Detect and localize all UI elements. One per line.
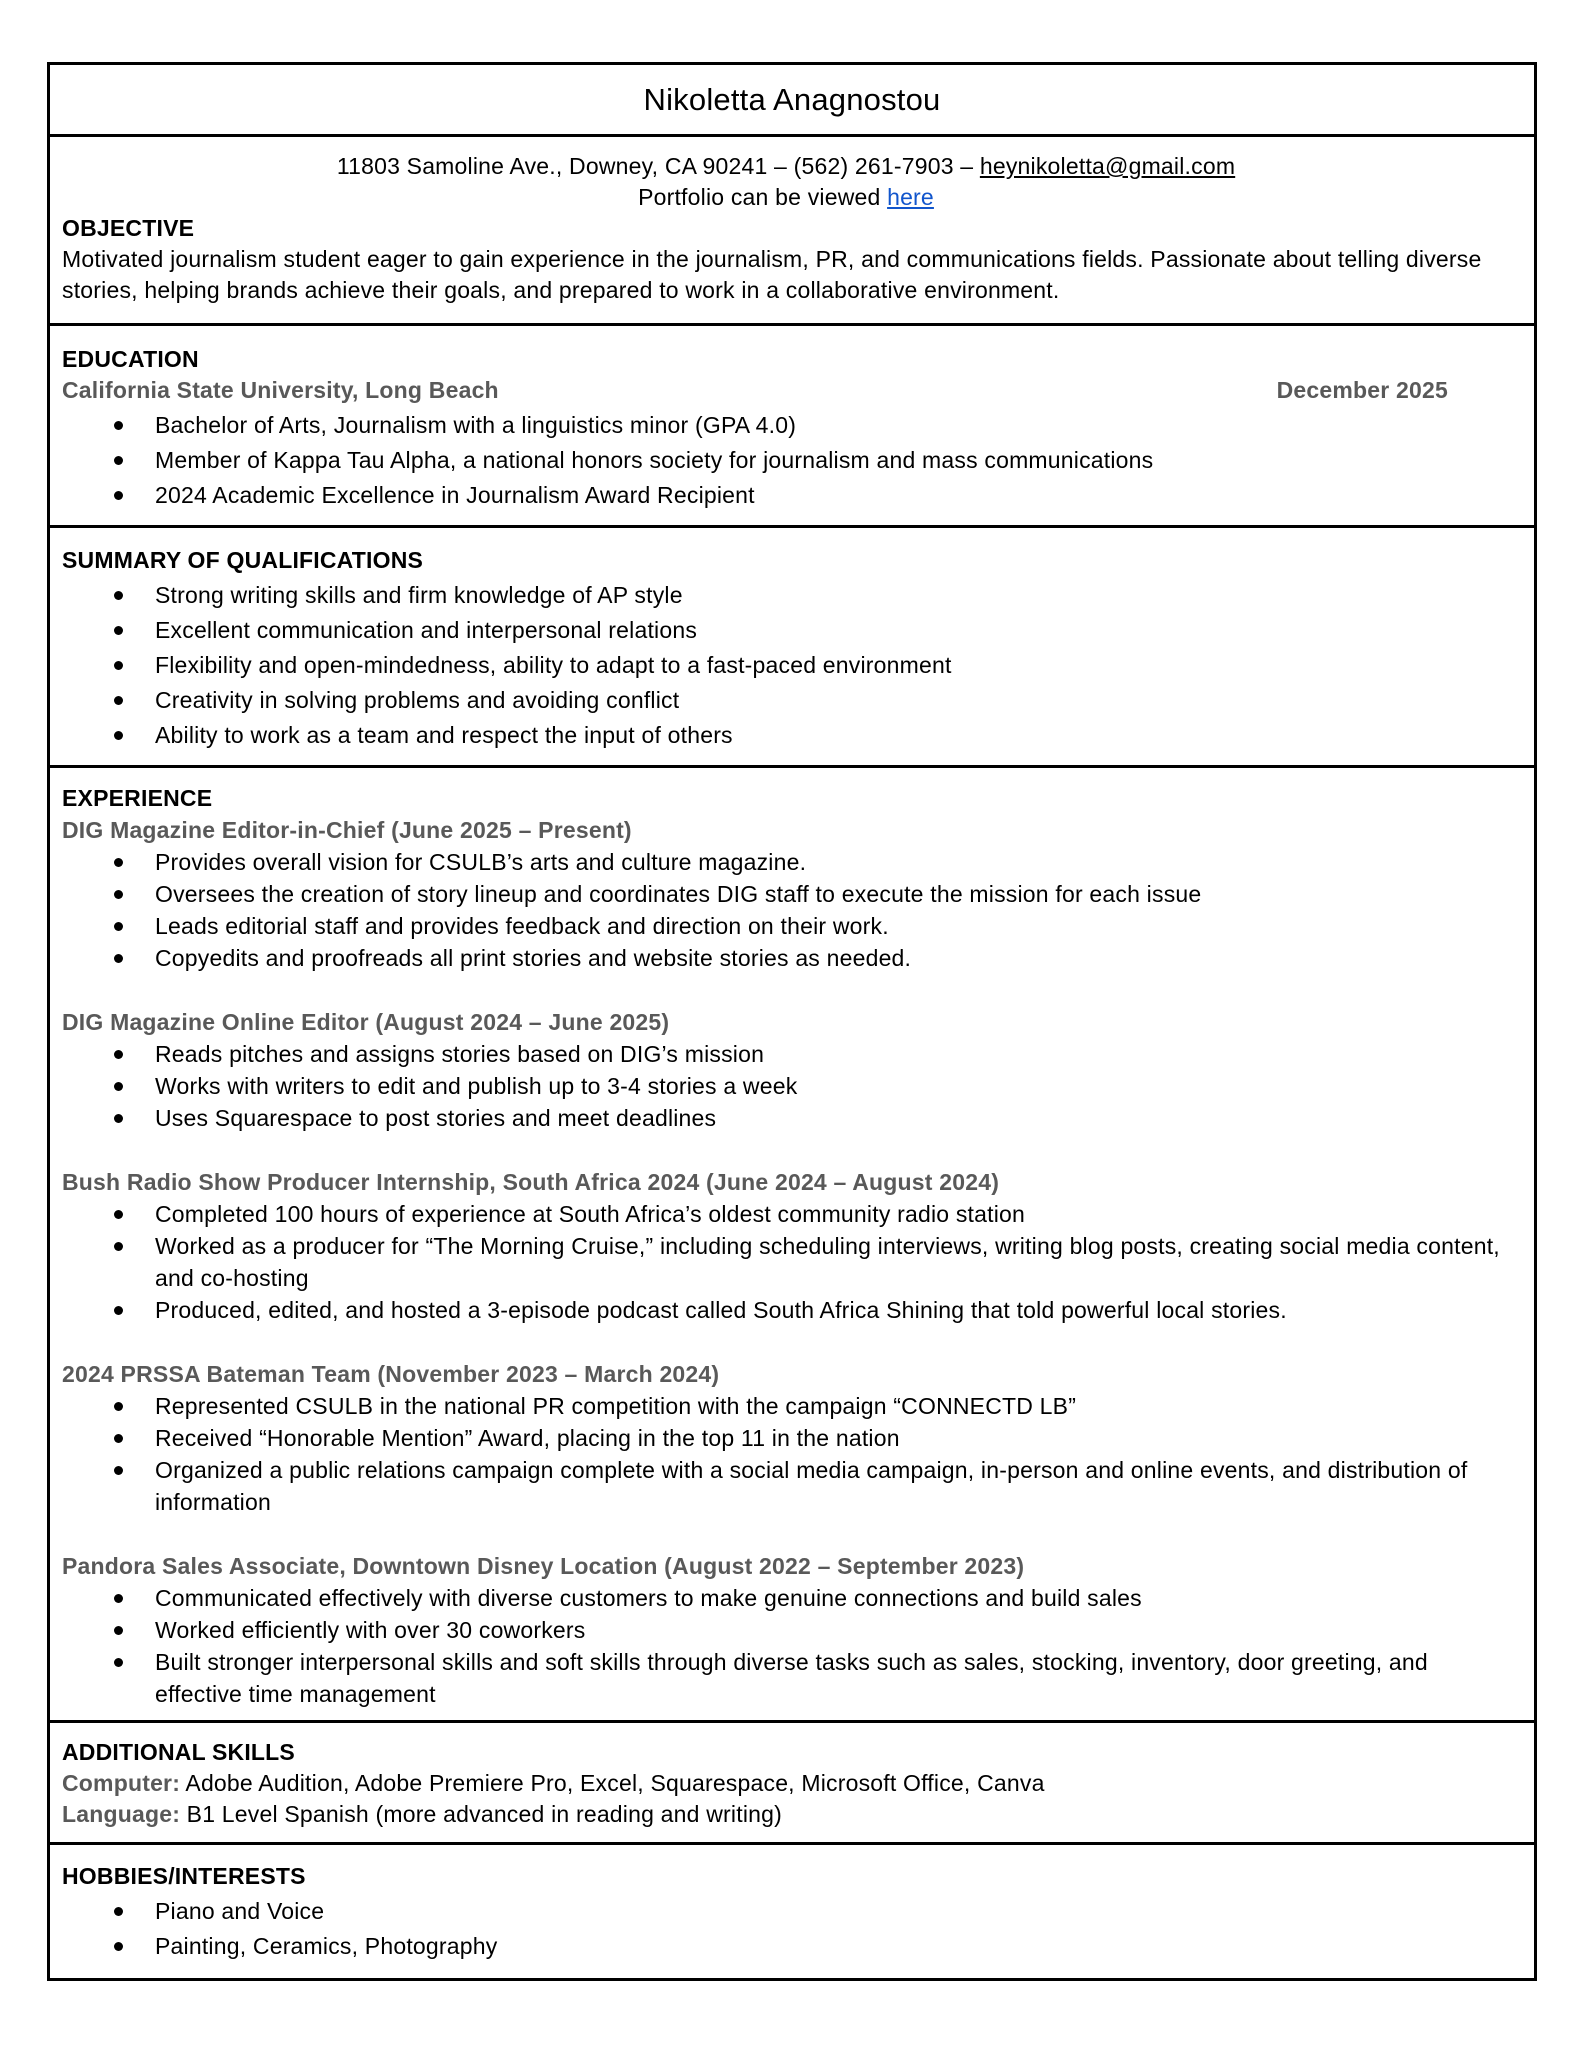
list-item: Ability to work as a team and respect the input of others (62, 719, 1510, 751)
portfolio-line (62, 182, 1510, 213)
list-item: Produced, edited, and hosted a 3-episode podcast called South Africa Shining that told powerful local stories. (62, 1294, 1510, 1326)
experience-section (50, 765, 1534, 1720)
education-section (50, 323, 1534, 525)
list-item: Creativity in solving problems and avoiding conflict (62, 684, 1510, 716)
email-link[interactable]: heynikoletta@gmail.com (979, 153, 1236, 179)
objective-text: Motivated journalism student eager to gain experience in the journalism, PR, and communications fields. Passionate about telling diverse stories, helping brands achieve their goals, and prepared to work in a collaborative environment. (62, 246, 1482, 303)
computer-skills-text: Adobe Audition, Adobe Premiere Pro, Excel, Squarespace, Microsoft Office, Canva (180, 1770, 1045, 1796)
list-item: Completed 100 hours of experience at South Africa’s oldest community radio station (62, 1198, 1510, 1230)
job-title: Bush Radio Show Producer Internship, South Africa 2024 (June 2024 – August 2024) (62, 1169, 1000, 1195)
list-item: Bachelor of Arts, Journalism with a linguistics minor (GPA 4.0) (62, 409, 1510, 441)
job-entry (62, 814, 1510, 974)
qualifications-list (62, 579, 1510, 751)
contact-line (62, 151, 1510, 182)
list-item: Worked as a producer for “The Morning Cruise,” including scheduling interviews, writing blog posts, creating social media content, and co-hosting (62, 1230, 1510, 1294)
list-item: Member of Kappa Tau Alpha, a national honors society for journalism and mass communications (62, 444, 1510, 476)
job-bullets (62, 1582, 1510, 1710)
hobbies-section (50, 1842, 1534, 1978)
education-school: California State University, Long Beach (62, 377, 499, 403)
portfolio-link[interactable]: here (887, 184, 934, 210)
list-item: Built stronger interpersonal skills and soft skills through diverse tasks such as sales, stocking, inventory, door greeting, and effective time management (62, 1646, 1510, 1710)
list-item: Strong writing skills and firm knowledge of AP style (62, 579, 1510, 611)
job-title: Pandora Sales Associate, Downtown Disney Location (August 2022 – September 2023) (62, 1553, 1025, 1579)
job-bullets (62, 1390, 1510, 1518)
list-item: Received “Honorable Mention” Award, placing in the top 11 in the nation (62, 1422, 1510, 1454)
job-bullets (62, 1198, 1510, 1326)
list-item: Flexibility and open-mindedness, ability to adapt to a fast-paced environment (62, 649, 1510, 681)
job-bullets (62, 1038, 1510, 1134)
education-heading: EDUCATION (62, 346, 199, 372)
computer-label: Computer: (62, 1770, 181, 1796)
list-item: Provides overall vision for CSULB’s arts and culture magazine. (62, 846, 1510, 878)
computer-skills-line (62, 1768, 1510, 1799)
list-item: Communicated effectively with diverse customers to make genuine connections and build sales (62, 1582, 1510, 1614)
list-item: Oversees the creation of story lineup and coordinates DIG staff to execute the mission for each issue (62, 878, 1510, 910)
page-title: Nikoletta Anagnostou (643, 82, 941, 117)
list-item: Painting, Ceramics, Photography (62, 1930, 1510, 1962)
education-date: December 2025 (1276, 377, 1448, 403)
job-entry (62, 1166, 1510, 1326)
education-school-line (62, 375, 1510, 406)
language-skills-line (62, 1799, 1510, 1830)
resume-document (47, 62, 1537, 1981)
list-item: Represented CSULB in the national PR competition with the campaign “CONNECTD LB” (62, 1390, 1510, 1422)
language-skills-text: B1 Level Spanish (more advanced in reading and writing) (180, 1801, 782, 1827)
qualifications-heading: SUMMARY OF QUALIFICATIONS (62, 547, 424, 573)
hobbies-heading: HOBBIES/INTERESTS (62, 1863, 306, 1889)
job-entry (62, 1550, 1510, 1710)
objective-heading: OBJECTIVE (62, 215, 195, 241)
list-item: Excellent communication and interpersonal relations (62, 614, 1510, 646)
job-title: DIG Magazine Online Editor (August 2024 – June 2025) (62, 1009, 670, 1035)
additional-skills-section (50, 1720, 1534, 1842)
contact-objective-section (50, 134, 1534, 323)
job-title: 2024 PRSSA Bateman Team (November 2023 – March 2024) (62, 1361, 720, 1387)
list-item: Copyedits and proofreads all print stories and website stories as needed. (62, 942, 1510, 974)
list-item: Reads pitches and assigns stories based on DIG’s mission (62, 1038, 1510, 1070)
list-item: Uses Squarespace to post stories and meet deadlines (62, 1102, 1510, 1134)
list-item: Works with writers to edit and publish up to 3-4 stories a week (62, 1070, 1510, 1102)
language-label: Language: (62, 1801, 181, 1827)
list-item: Worked efficiently with over 30 coworkers (62, 1614, 1510, 1646)
list-item: Leads editorial staff and provides feedback and direction on their work. (62, 910, 1510, 942)
list-item: Organized a public relations campaign complete with a social media campaign, in-person and online events, and distribution of information (62, 1454, 1510, 1518)
additional-skills-heading: ADDITIONAL SKILLS (62, 1739, 295, 1765)
job-entry (62, 1358, 1510, 1518)
contact-address-phone: 11803 Samoline Ave., Downey, CA 90241 – (562) 261-7903 – (336, 153, 980, 179)
hobbies-list (62, 1895, 1510, 1962)
experience-heading: EXPERIENCE (62, 785, 213, 811)
list-item: Piano and Voice (62, 1895, 1510, 1927)
list-item: 2024 Academic Excellence in Journalism Award Recipient (62, 479, 1510, 511)
name-header-row (50, 65, 1534, 134)
job-entry (62, 1006, 1510, 1134)
education-list (62, 409, 1510, 511)
qualifications-section (50, 525, 1534, 765)
portfolio-text: Portfolio can be viewed (638, 184, 888, 210)
job-title: DIG Magazine Editor-in-Chief (June 2025 – Present) (62, 817, 632, 843)
job-bullets (62, 846, 1510, 974)
